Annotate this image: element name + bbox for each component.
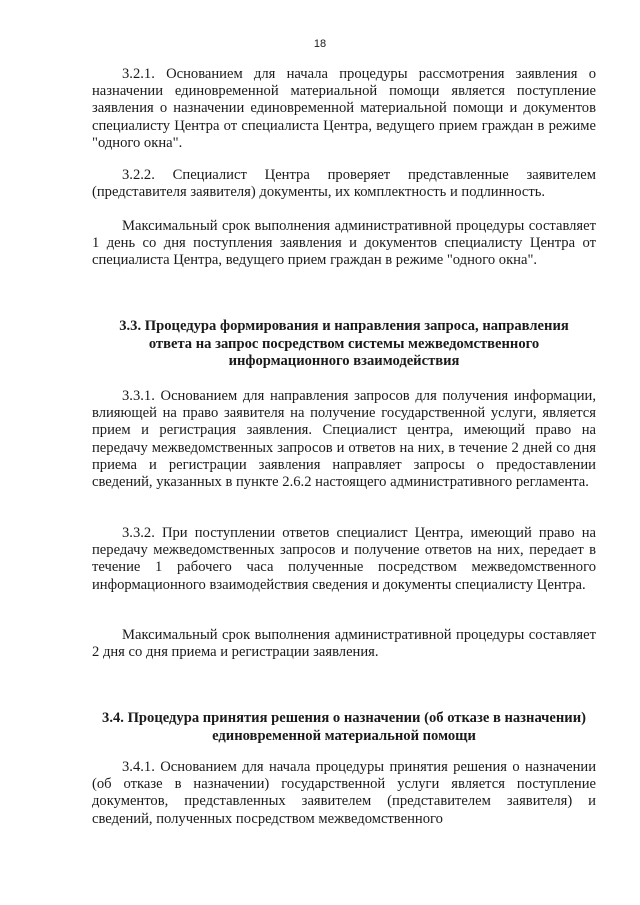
paragraph-3-2-max-term: Максимальный срок выполнения административной процедуры составляет 1 день со дня поступления заявления и документов специалисту Центра от специалиста Центра, ведущего прием граждан в режиме "одного окна". xyxy=(92,218,596,269)
paragraph-3-4-1: 3.4.1. Основанием для начала процедуры принятия решения о назначении (об отказе в назначении) государственной услуги является поступление документов, представленных заявителем (представителем заявителя) и сведений, полученных посредством межведомственного xyxy=(92,759,596,827)
paragraph-3-3-1: 3.3.1. Основанием для направления запросов для получения информации, влияющей на право заявителя на получение государственной услуги, является прием и регистрация заявления. Специалист центра, имеющий право на передачу межведомственных запросов и ответов на них, в течение 2 дней со дня приема и регистрации заявления направляет запросы о предоставлении сведений, указанных в пункте 2.6.2 настоящего административного регламента. xyxy=(92,388,596,491)
section-heading-3-4: 3.4. Процедура принятия решения о назначении (об отказе в назначении) единовременной материальной помощи xyxy=(102,710,586,744)
section-heading-3-3: 3.3. Процедура формирования и направления запроса, направления ответа на запрос посредством системы межведомственного информационного взаимодействия xyxy=(119,318,569,369)
paragraph-3-2-2: 3.2.2. Специалист Центра проверяет представленные заявителем (представителя заявителя) документы, их комплектность и подлинность. xyxy=(92,167,596,201)
paragraph-3-3-max-term: Максимальный срок выполнения административной процедуры составляет 2 дня со дня приема и регистрации заявления. xyxy=(92,627,596,661)
paragraph-3-2-1: 3.2.1. Основанием для начала процедуры рассмотрения заявления о назначении единовременной материальной помощи является поступление заявления о назначении единовременной материальной помощи и документов специалисту Центра от специалиста Центра, ведущего прием граждан в режиме "одного окна". xyxy=(92,66,596,151)
paragraph-3-3-2: 3.3.2. При поступлении ответов специалист Центра, имеющий право на передачу межведомственных запросов и получение ответов на них, передает в течение 1 рабочего часа полученные посредством межведомственного информационного взаимодействия сведения и документы специалисту Центра. xyxy=(92,525,596,593)
page-number: 18 xyxy=(313,38,327,50)
